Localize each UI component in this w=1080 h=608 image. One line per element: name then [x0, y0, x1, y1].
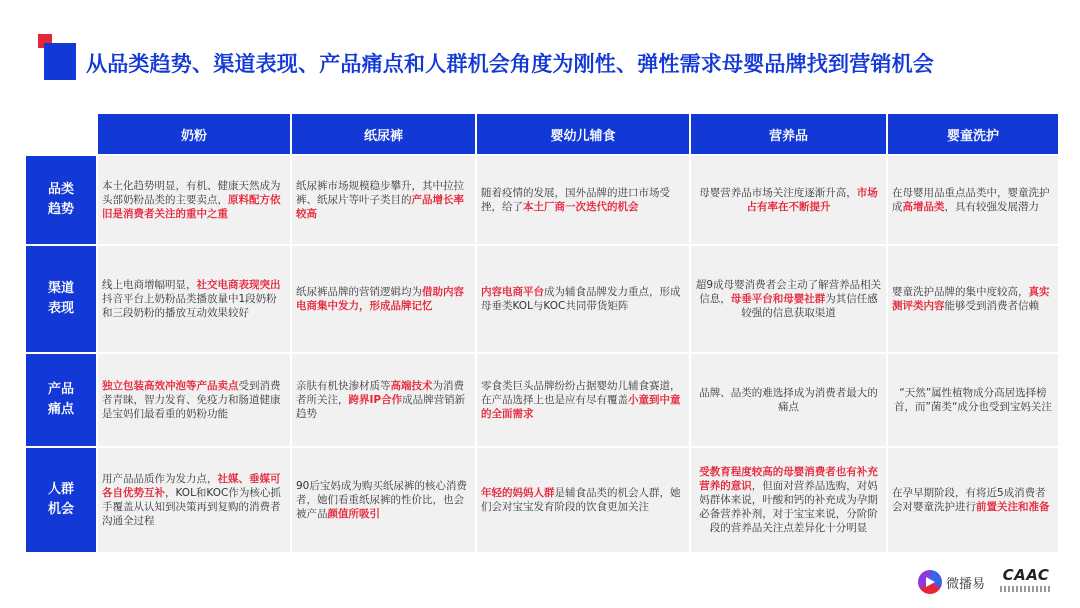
row-header-line: 人群: [47, 482, 74, 497]
cell-highlight: 母垂平台和母婴社群: [730, 293, 826, 305]
row-header-line: 品类: [47, 182, 74, 197]
cell-highlight: 前置关注和准备: [976, 501, 1050, 513]
caac-logo: [1000, 566, 1052, 592]
table-cell: [98, 354, 290, 446]
cell-text: 随着疫情的发展，国外品牌的进口市场受挫，给了: [481, 187, 670, 213]
table-cell: [477, 354, 689, 446]
table-cell: [691, 246, 886, 352]
cell-highlight: 内容电商平台: [481, 286, 544, 298]
table-cell: [888, 448, 1058, 552]
caac-logo-text: CAAC: [1002, 566, 1050, 584]
page-title: 从品类趋势、渠道表现、产品痛点和人群机会角度为刚性、弹性需求母婴品牌找到营销机会: [86, 52, 934, 76]
cell-text: 90后宝妈成为购买纸尿裤的核心消费者，她们看重纸尿裤的性价比，也会被产品: [296, 480, 467, 520]
cell-highlight: 原料配方依旧是消费者关注的重中之重: [102, 194, 281, 220]
weiboyi-logo: [918, 570, 985, 594]
table-cell: [292, 156, 475, 244]
cell-text: 成品牌营销新趋势: [296, 394, 466, 420]
col-header-diapers: 纸尿裤: [292, 114, 475, 154]
table-cell: [98, 156, 290, 244]
cell-text: 零食类巨头品牌纷纷占据婴幼儿辅食赛道，在产品选择上也是应有尽有覆盖: [481, 380, 681, 406]
cell-text: 为消费者所关注，: [296, 380, 464, 406]
cell-text: 成为辅食品牌发力重点，形成母垂类KOL与KOC共同带货矩阵: [481, 286, 681, 312]
cell-highlight: 社交电商表现突出: [196, 279, 281, 291]
col-header-nutrition: 营养品: [691, 114, 886, 154]
cell-text: 用产品品质作为发力点，: [102, 473, 218, 485]
table-cell: [691, 448, 886, 552]
table-cell: [292, 354, 475, 446]
cell-highlight: 借助内容电商集中发力，形成品牌记忆: [296, 286, 464, 312]
weiboyi-logo-text: 微播易: [946, 576, 986, 592]
table-cell: [888, 354, 1058, 446]
cell-text: 母婴营养品市场关注度逐渐升高，: [699, 187, 857, 199]
cell-text: 婴童洗护品牌的集中度较高，: [892, 286, 1029, 298]
cell-text: 线上电商增幅明显，: [102, 279, 197, 291]
table-cell: [888, 246, 1058, 352]
cell-text: 纸尿裤市场规模稳步攀升，其中拉拉裤、纸尿片等叶子类目的: [296, 180, 464, 206]
cell-text: 在孕早期阶段，有将近5成消费者会对婴童洗护进行: [892, 487, 1046, 513]
footer-logos: [918, 566, 1058, 600]
row-header-line: 渠道: [47, 281, 74, 296]
cell-text: 能够受到消费者信赖: [944, 300, 1039, 312]
table-cell: [477, 156, 689, 244]
cell-highlight: 市场占有率在不断提升: [746, 187, 878, 213]
cell-text: 纸尿裤品牌的营销逻辑均为: [296, 286, 422, 298]
cell-highlight: 年轻的妈妈人群: [481, 487, 555, 499]
cell-text: 抖音平台上奶粉品类播放量中1段奶粉和三段奶粉的播放互动效果较好: [102, 293, 277, 319]
cell-text: 品牌、品类的难选择成为消费者最大的痛点: [699, 387, 878, 413]
table-cell: [292, 448, 475, 552]
cell-highlight: 受教育程度较高的母婴消费者也有补充营养的意识: [699, 466, 878, 492]
cell-highlight: 跨界IP合作: [348, 394, 403, 406]
row-header-line: 痛点: [47, 402, 74, 417]
cell-highlight: 产品增长率较高: [296, 194, 464, 220]
cell-text: ，KOL和KOC作为核心抓手覆盖从认知到决策再到复购的消费者沟通全过程: [102, 487, 281, 527]
row-header-category-trend: [26, 156, 96, 244]
cell-text: ，但面对营养品选购，对妈妈群体来说，叶酸和钙的补充成为孕期必备营养补剂，对于宝宝来说，分阶阶段的营养品关注点差异化十分明显: [699, 480, 878, 534]
cell-highlight: 真实测评类内容: [892, 286, 1050, 312]
table-cell: [292, 246, 475, 352]
title-bar: [38, 34, 1058, 80]
play-icon: [918, 570, 942, 594]
cell-text: “天然”属性植物成分高居选择榜首，而”菌类“成分也受到宝妈关注: [894, 387, 1052, 413]
caac-logo-subtext: [1000, 586, 1052, 592]
col-header-milk-powder: 奶粉: [98, 114, 290, 154]
cell-highlight: 小童到中童的全面需求: [481, 394, 681, 420]
row-header-line: 机会: [47, 502, 74, 517]
row-header-channel: [26, 246, 96, 352]
row-header-line: 表现: [47, 301, 74, 316]
cell-text: 是辅食品类的机会人群，她们会对宝宝发育阶段的饮食更加关注: [481, 487, 681, 513]
table-cell: [888, 156, 1058, 244]
cell-text: ，具有较强发展潜力: [944, 201, 1039, 213]
row-header-audience: [26, 448, 96, 552]
cell-highlight: 社媒、垂媒可各自优势互补: [102, 473, 281, 499]
row-header-line: 产品: [47, 382, 74, 397]
title-accent-blue: [44, 43, 76, 80]
table-cell: [477, 246, 689, 352]
col-header-baby-care: 婴童洗护: [888, 114, 1058, 154]
table-cell: [691, 354, 886, 446]
cell-text: 亲肤有机快渗材质等: [296, 380, 391, 392]
cell-highlight: 高端技术: [390, 380, 433, 392]
cell-text: 在母婴用品重点品类中，婴童洗护成: [892, 187, 1050, 213]
table-corner: [26, 114, 96, 154]
cell-highlight: 独立包装高效冲泡等产品卖点: [102, 380, 239, 392]
table-cell: [691, 156, 886, 244]
cell-text: 受到消费者青睐，智力发育、免疫力和肠道健康是宝妈们最看重的奶粉功能: [102, 380, 281, 420]
row-header-pain-points: [26, 354, 96, 446]
cell-text: 本土化趋势明显，有机、健康天然成为头部奶粉品类的主要卖点，: [102, 180, 281, 206]
table-cell: [477, 448, 689, 552]
cell-highlight: 颜值所吸引: [327, 508, 380, 520]
opportunity-table: [24, 112, 1060, 554]
table-cell: [98, 246, 290, 352]
row-header-line: 趋势: [47, 202, 74, 217]
cell-text: 超9成母婴消费者会主动了解营养品相关信息，: [695, 279, 882, 305]
cell-text: 为其信任感较强的信息获取渠道: [741, 293, 878, 319]
table-cell: [98, 448, 290, 552]
col-header-baby-food: 婴幼儿辅食: [477, 114, 689, 154]
cell-highlight: 本土厂商一次迭代的机会: [523, 201, 639, 213]
cell-highlight: 高增品类: [902, 201, 945, 213]
